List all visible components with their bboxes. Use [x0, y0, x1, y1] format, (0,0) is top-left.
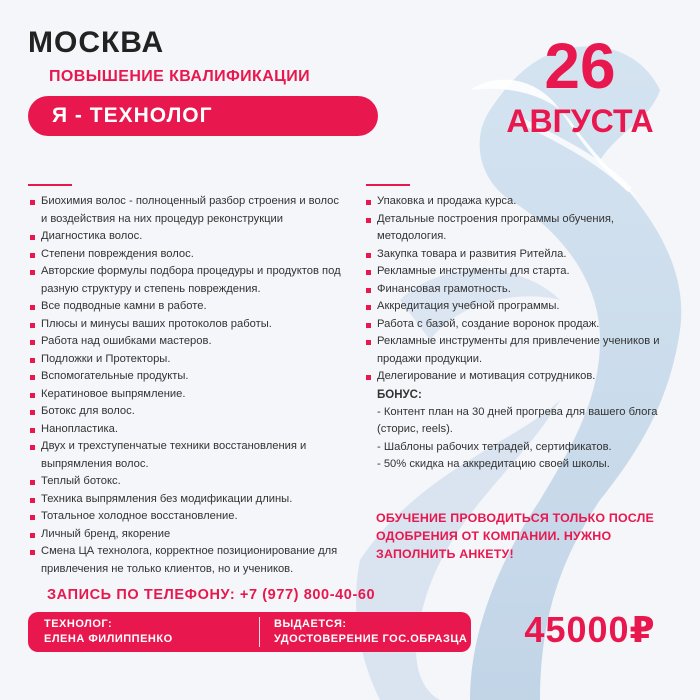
issued-value: УДОСТОВЕРЕНИЕ ГОС.ОБРАЗЦА [274, 633, 468, 645]
program-list-right-block [364, 193, 684, 474]
info-bar-divider [259, 617, 260, 647]
program-list-left [28, 193, 348, 578]
bonus-item: - 50% скидка на аккредитацию своей школы. [377, 458, 610, 470]
list-item: Биохимия волос - полноценный разбор строения и волос и воздействия на них процедур реконструкции [28, 193, 348, 228]
list-item: Работа над ошибками мастеров. [28, 333, 348, 351]
list-item: Работа с базой, создание воронок продаж. [364, 316, 684, 334]
list-item: Финансовая грамотность. [364, 281, 684, 299]
list-item: Степени повреждения волос. [28, 246, 348, 264]
list-item: Теплый ботокс. [28, 473, 348, 491]
right-divider [366, 184, 410, 186]
list-item: Рекламные инструменты для старта. [364, 263, 684, 281]
issued-label: ВЫДАЕТСЯ: [274, 618, 347, 630]
bonus-list [364, 404, 684, 474]
info-bar [28, 612, 471, 652]
list-item: Упаковка и продажа курса. [364, 193, 684, 211]
list-item: Закупка товара и развития Ритейла. [364, 246, 684, 264]
bonus-title: БОНУС: [377, 388, 422, 401]
list-item: Кератиновое выпрямление. [28, 386, 348, 404]
list-item: Личный бренд, якорение [28, 526, 348, 544]
date-month: АВГУСТА [506, 103, 654, 139]
technologist-name: ЕЛЕНА ФИЛИППЕНКО [44, 633, 173, 645]
bonus-item: - Шаблоны рабочих тетрадей, сертификатов. [377, 440, 612, 453]
course-subtitle: ПОВЫШЕНИЕ КВАЛИФИКАЦИИ [49, 68, 311, 85]
technologist-info [44, 617, 173, 647]
technologist-label: ТЕХНОЛОГ: [44, 618, 113, 630]
course-title-banner: Я - ТЕХНОЛОГ [28, 96, 378, 136]
list-item: Ботокс для волос. [28, 403, 348, 421]
list-item: Авторские формулы подбора процедуры и продуктов под разную структуру и степень повреждения. [28, 263, 348, 298]
list-item: Все подводные камни в работе. [28, 298, 348, 316]
list-item: Диагностика волос. [28, 228, 348, 246]
left-divider [28, 184, 72, 186]
course-price: 45000₽ [524, 609, 656, 650]
certificate-info [274, 617, 467, 647]
list-item: Вспомогательные продукты. [28, 368, 348, 386]
approval-notice: ОБУЧЕНИЕ ПРОВОДИТЬСЯ ТОЛЬКО ПОСЛЕ ОДОБРЕНИЯ ОТ КОМПАНИИ. НУЖНО ЗАПОЛНИТЬ АНКЕТУ! [376, 511, 655, 561]
list-item: Смена ЦА технолога, корректное позиционирование для привлечения не только клиентов, но и учеников. [28, 543, 348, 578]
list-item: Рекламные инструменты для привлечение учеников и продажи продукции. [364, 333, 684, 368]
list-item: Аккредитация учебной программы. [364, 298, 684, 316]
list-item: Детальные построения программы обучения, методология. [364, 211, 684, 246]
city-title: МОСКВА [28, 26, 165, 59]
phone-signup[interactable]: ЗАПИСЬ ПО ТЕЛЕФОНУ: +7 (977) 800-40-60 [47, 587, 376, 603]
list-item: Делегирование и мотивация сотрудников. [364, 368, 684, 386]
date-day: 26 [544, 30, 616, 102]
bonus-item: - Контент план на 30 дней прогрева для вашего блога (сторис, reels). [377, 405, 658, 435]
list-item: Нанопластика. [28, 421, 348, 439]
list-item: Подложки и Протекторы. [28, 351, 348, 369]
list-item: Двух и трехступенчатые техники восстановления и выпрямления волос. [28, 438, 348, 473]
program-list-right [364, 193, 684, 386]
list-item: Тотальное холодное восстановление. [28, 508, 348, 526]
list-item: Плюсы и минусы ваших протоколов работы. [28, 316, 348, 334]
list-item: Техника выпрямления без модификации длины. [28, 491, 348, 509]
